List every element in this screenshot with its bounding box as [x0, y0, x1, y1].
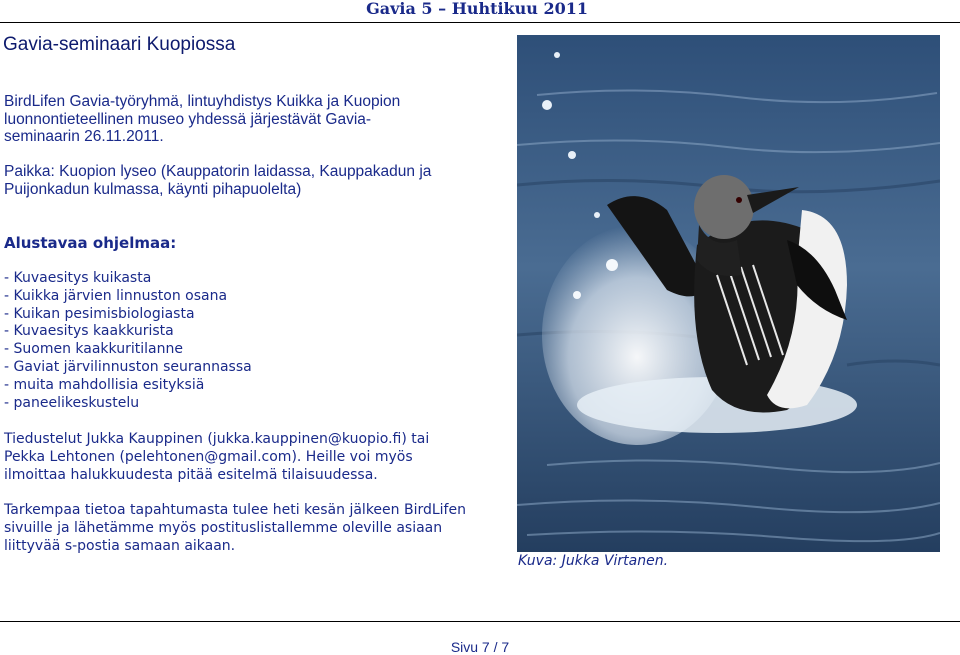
issue-header [0, 0, 960, 23]
page-number: Sivu 7 / 7 [450, 639, 510, 655]
article-title: Gavia-seminaari Kuopiossa [3, 34, 236, 55]
intro-paragraph: BirdLifen Gavia-työryhmä, lintuyhdistys Kuikka ja Kuopion luonnontieteellinen museo yhdessä järjestävät Gavia-seminaarin 26.11.2011. [4, 93, 401, 145]
list-item: - Kuikan pesimisbiologiasta [4, 306, 252, 324]
list-item: - Kuvaesitys kuikasta [4, 270, 252, 288]
list-item: - paneelikeskustelu [4, 395, 252, 413]
issue-label: Gavia 5 – Huhtikuu 2011 [366, 0, 588, 18]
more-info-paragraph: Tarkempaa tietoa tapahtumasta tulee heti kesän jälkeen BirdLifen sivuille ja lähetämme myös postituslistallemme oleville asiaan liittyvää s-postia samaan aikaan. [4, 502, 466, 554]
photo-caption: Kuva: Jukka Virtanen. [518, 553, 669, 569]
list-item: - Gaviat järvilinnuston seurannassa [4, 359, 252, 377]
list-item: - Suomen kaakkuritilanne [4, 341, 252, 359]
venue-paragraph: Paikka: Kuopion lyseo (Kauppatorin laidassa, Kauppakadun ja Puijonkadun kulmassa, käynti pihapuolelta) [4, 163, 432, 198]
diver-photo [517, 35, 940, 552]
footer-divider [0, 621, 960, 622]
program-list [4, 270, 252, 412]
list-item: - Kuikka järvien linnuston osana [4, 288, 252, 306]
program-heading: Alustavaa ohjelmaa: [4, 234, 177, 252]
contact-paragraph: Tiedustelut Jukka Kauppinen (jukka.kauppinen@kuopio.fi) tai Pekka Lehtonen (pelehtonen@gmail.com). Heille voi myös ilmoittaa halukkuudesta pitää esitelmä tilaisuudessa. [4, 431, 430, 483]
list-item: - Kuvaesitys kaakkurista [4, 323, 252, 341]
list-item: - muita mahdollisia esityksiä [4, 377, 252, 395]
